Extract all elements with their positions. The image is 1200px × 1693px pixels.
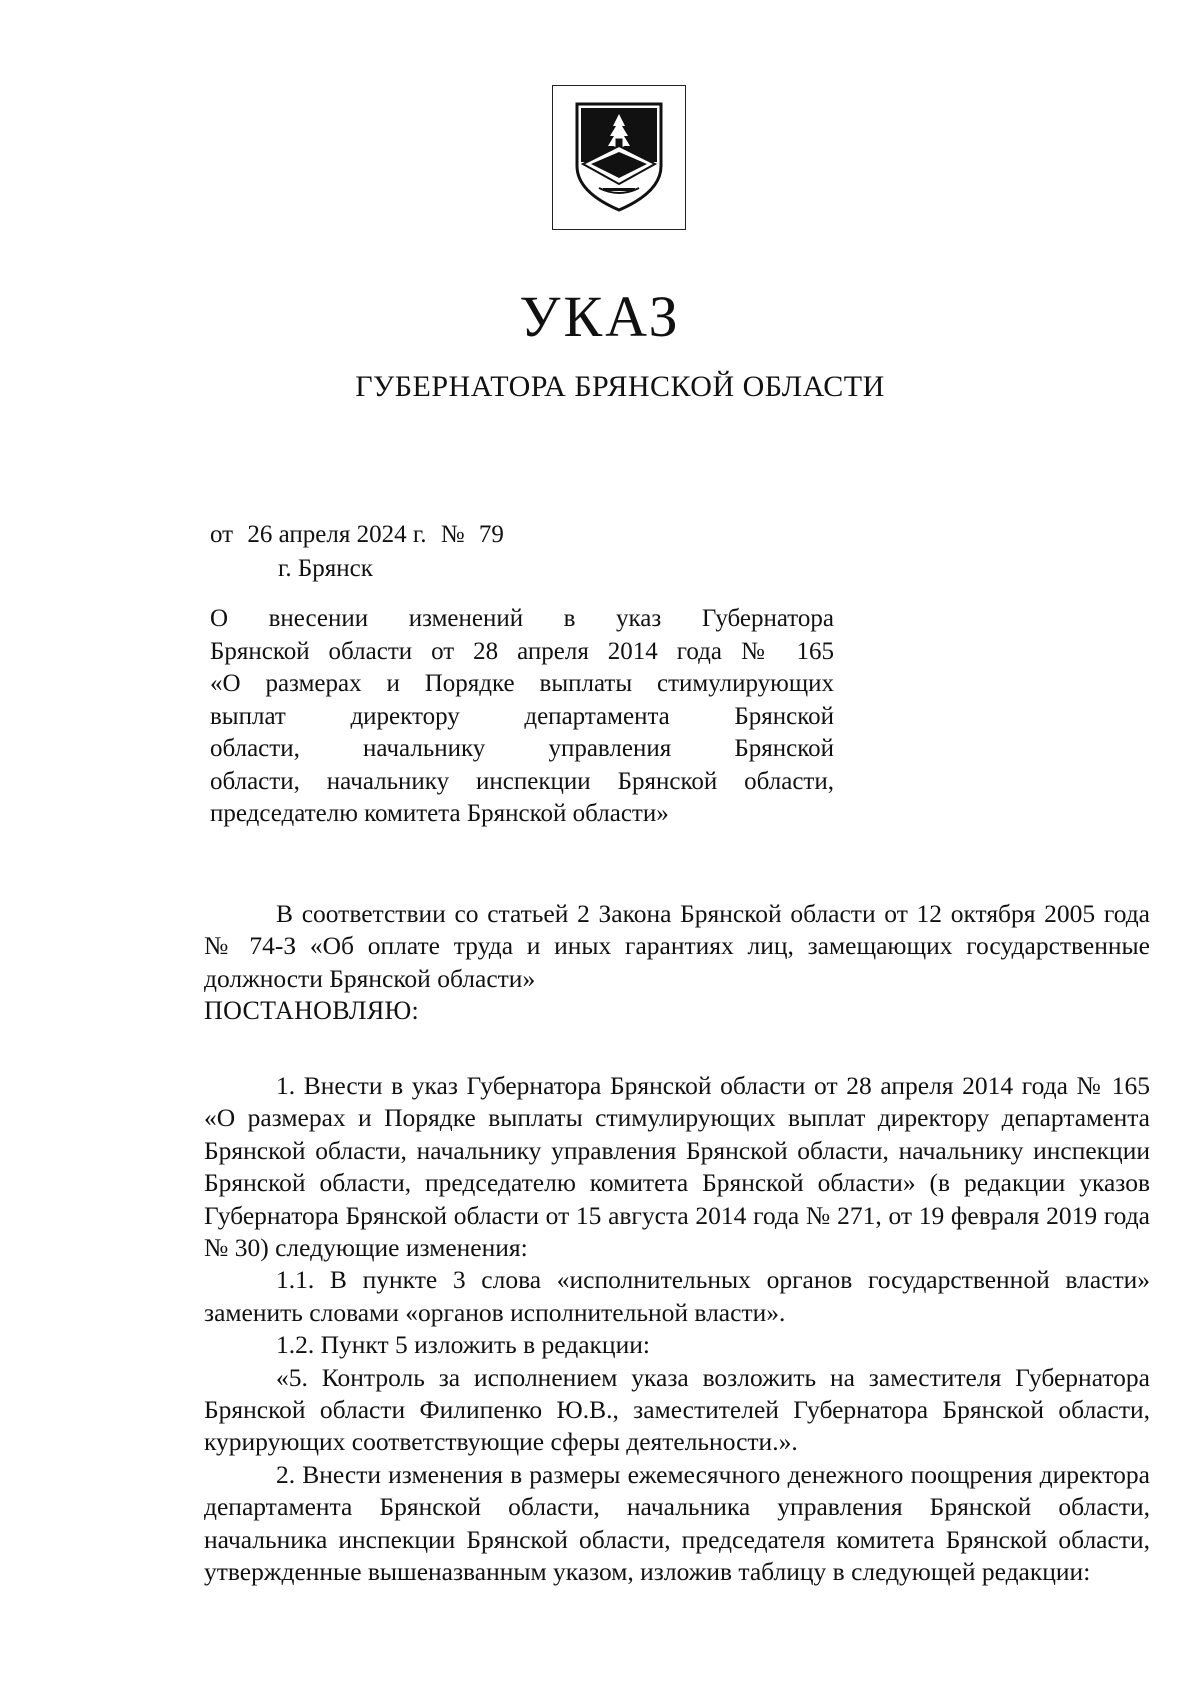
decree-paragraph: «5. Контроль за исполнением указа возложить на заместителя Губернатора Брянской области Филипенко Ю.В., заместителей Губернатора Брянской области, курирующих соответствующие сферы деятельности.». xyxy=(204,1362,1150,1457)
subject-line: области, начальнику инспекции Брянской области, xyxy=(210,767,834,795)
subject-line: Брянской области от 28 апреля 2014 года № 165 xyxy=(210,637,834,665)
number-sign: № xyxy=(440,521,465,548)
subject-line: председателю комитета Брянской области» xyxy=(210,800,669,827)
subject-line: выплат директору департамента Брянской xyxy=(210,702,834,730)
document-title: УКАЗ xyxy=(519,284,681,349)
decree-paragraph: 2. Внести изменения в размеры ежемесячного денежного поощрения директора департамента Брянской области, начальника управления Брянской области, начальника инспекции Брянской области, председателя комитета Брянской области, утвержденные вышеназванным указом, изложив таблицу в следующей редакции: xyxy=(204,1459,1150,1587)
coat-of-arms-icon xyxy=(569,100,669,215)
date-prefix: от xyxy=(210,521,234,548)
document-subtitle: ГУБЕРНАТОРА БРЯНСКОЙ ОБЛАСТИ xyxy=(355,370,885,403)
document-number: 79 xyxy=(478,521,504,548)
decree-word: ПОСТАНОВЛЯЮ: xyxy=(204,996,420,1025)
document-date: 26 апреля 2024 г. xyxy=(247,521,427,548)
subject-line: области, начальнику управления Брянской xyxy=(210,735,834,762)
decree-paragraph: 1.1. В пункте 3 слова «исполнительных органов государственной власти» заменить словами «органов исполнительной власти». xyxy=(204,1265,1150,1327)
decree-paragraph: 1.2. Пункт 5 изложить в редакции: xyxy=(276,1330,650,1360)
document-city: г. Брянск xyxy=(278,555,373,582)
preamble-block xyxy=(204,898,1150,995)
decree-body xyxy=(204,1070,1150,1589)
subject-line: «О размерах и Порядке выплаты стимулирующих xyxy=(210,670,834,697)
date-number-line xyxy=(210,521,504,549)
decree-paragraph: 1. Внести в указ Губернатора Брянской области от 28 апреля 2014 года № 165 «О размерах и Порядке выплаты стимулирующих выплат директору департамента Брянской области, начальнику управления Брянской области, начальнику инспекции Брянской области, председателю комитета Брянской области» (в редакции указов Губернатора Брянской области от 15 августа 2014 года № 271, от 19 февраля 2019 года № 30) следующие изменения: xyxy=(204,1071,1150,1263)
subject-line: О внесении изменений в указ Губернатора xyxy=(210,605,834,632)
document-subject xyxy=(210,603,834,831)
preamble-paragraph: В соответствии со статьей 2 Закона Брянской области от 12 октября 2005 года № 74-З «Об оплате труда и иных гарантиях лиц, замещающих государственные должности Брянской области» xyxy=(204,899,1150,993)
coat-of-arms-frame xyxy=(552,85,686,230)
